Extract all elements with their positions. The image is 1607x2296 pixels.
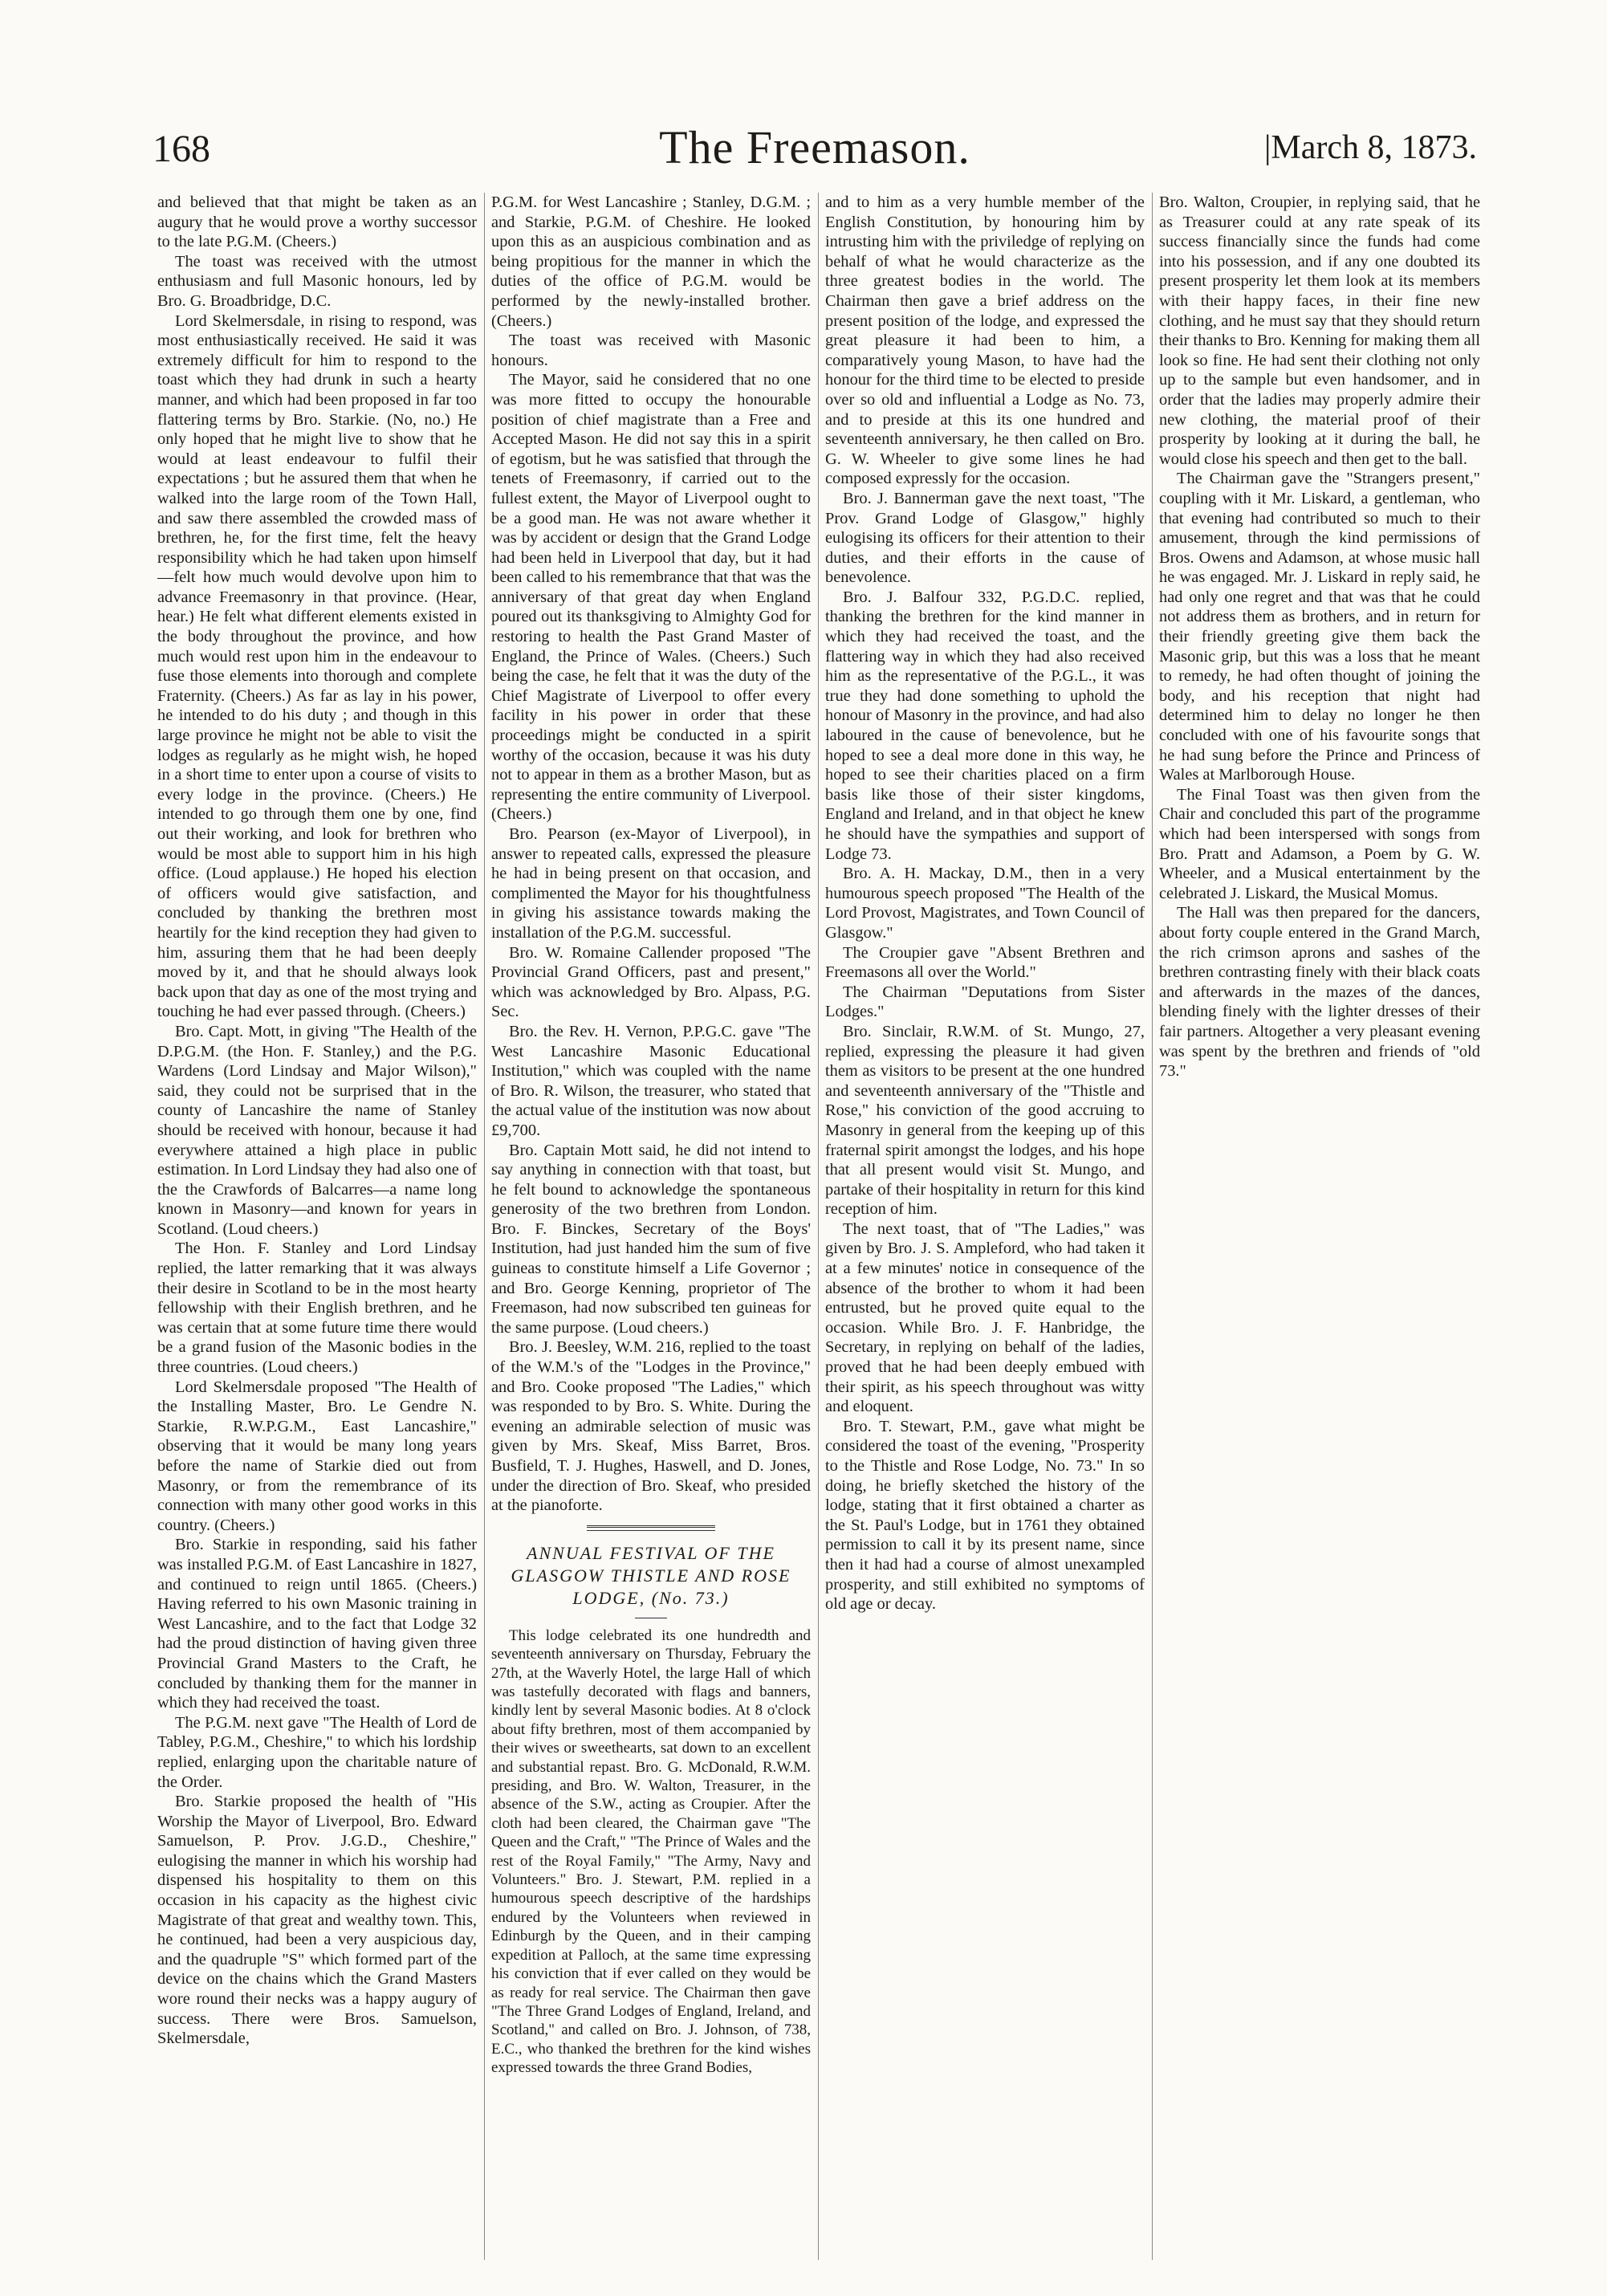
column-2-top (491, 193, 811, 1516)
paragraph: Bro. the Rev. H. Vernon, P.P.G.C. gave "The West Lancashire Masonic Educational Institution," which was coupled with the name of Bro. R. Wilson, the treasurer, who stated that the actual value of the institution was now about £9,700. (491, 1022, 811, 1139)
paragraph: Lord Skelmersdale, in rising to respond, was most enthusiastically received. He said it was extremely difficult for him to respond to the toast which they had drunk in such a hearty manner, and which had been proposed in far too flattering terms by Bro. Starkie. (No, no.) He only hoped that he might live to show that he would at least endeavour to fulfil their expectations ; but he assured them that when he walked into the large room of the Town Hall, and saw there assembled the crowded mass of brethren, he, for the first time, felt the heavy responsibility which he had taken upon himself—felt how much would devolve upon him to advance Freemasonry in that province. (Hear, hear.) He felt what different elements existed in the body throughout the province, and how much would rest upon him in the endeavour to fuse those elements into thorough and complete Fraternity. (Cheers.) As far as lay in his power, he intended to do his duty ; and though in this large province he might not be able to visit the lodges as regularly as he might wish, he hoped in a short time to enter upon a course of visits to every lodge in the province. (Cheers.) He intended to go through them one by one, find out their working, and look for brethren who would be most able to support him in his high office. (Loud applause.) He hoped his election of officers would give satisfaction, and concluded by thanking the brethren most heartily for the kind reception they had given to him, assuring them that he had been deeply moved by it, and that he should always look back upon that day as one of the most trying and touching he had ever passed through. (Cheers.) (157, 311, 477, 1021)
paragraph: Bro. A. H. Mackay, D.M., then in a very humourous speech proposed "The Health of the Lord Provost, Magistrates, and Town Council of Glasgow." (825, 865, 1145, 942)
paragraph: The Final Toast was then given from the Chair and concluded this part of the programme which had been interspersed with songs from Bro. Pratt and Adamson, a Poem by G. W. Wheeler, and a Musical entertainment by the celebrated J. Liskard, the Musical Momus. (1159, 785, 1480, 902)
paragraph: and to him as a very humble member of the English Constitution, by honouring him by intrusting him with the priviledge of replying on behalf of what he would characterize as the three greatest bodies in the world. The Chairman then gave a brief address on the present position of the lodge, and expressed the great pleasure it had been to him, a comparatively young Mason, to have had the honour for the third time to be elected to preside over so old and influential a Lodge as No. 73, and to preside at this its one hundred and seventeenth anniversary, he then called on Bro. G. W. Wheeler to give some lines he had composed expressly for the occasion. (825, 193, 1145, 488)
column-2-bottom (491, 1626, 811, 2078)
paragraph: The toast was received with Masonic honours. (491, 332, 811, 369)
section-divider (587, 1525, 715, 1531)
paragraph: Bro. J. Beesley, W.M. 216, replied to the toast of the W.M.'s of the "Lodges in the Province," and Bro. Cooke proposed "The Ladies," which was responded to by Bro. S. White. During the evening an admirable selection of music was given by Mrs. Skeaf, Miss Barret, Bros. Busfield, T. J. Hughes, Haswell, and D. Jones, under the direction of Bro. Skeaf, who presided at the pianoforte. (491, 1338, 811, 1515)
page-header (153, 120, 1477, 185)
paragraph: Bro. Capt. Mott, in giving "The Health of the D.P.G.M. (the Hon. F. Stanley,) and the P.G. Wardens (Lord Lindsay and Major Wilson)," said, they could not be surprised that in the county of Lancashire the name of Stanley should be received with honour, because it had everywhere attained a high place in public estimation. In Lord Lindsay they had also one of the the Crawfords of Balcarres—a name long known in Masonry—and known for years in Scotland. (Loud cheers.) (157, 1022, 477, 1238)
issue-date: |March 8, 1873. (1263, 129, 1477, 166)
paragraph: Lord Skelmersdale proposed "The Health of the Installing Master, Bro. Le Gendre N. Starkie, R.W.P.G.M., East Lancashire," observing that it would be many long years before the name of Starkie died out from Masonry, or from the remembrance of its connection with many other good works in this country. (Cheers.) (157, 1378, 477, 1534)
paragraph: Bro. Captain Mott said, he did not intend to say anything in connection with that toast, but he felt bound to acknowledge the spontaneous generosity of the two brethren from London. Bro. F. Binckes, Secretary of the Boys' Institution, had just handed him the sum of five guineas to constitute himself a Life Governor ; and Bro. George Kenning, proprietor of The Freemason, had now subscribed ten guineas for the same purpose. (Loud cheers.) (491, 1141, 811, 1337)
paragraph: Bro. W. Romaine Callender proposed "The Provincial Grand Officers, past and present," which was acknowledged by Bro. Alpass, P.G. Sec. (491, 943, 811, 1021)
paragraph: The Croupier gave "Absent Brethren and Freemasons all over the World." (825, 943, 1145, 982)
paragraph: The P.G.M. next gave "The Health of Lord de Tabley, P.G.M., Cheshire," to which his lordship replied, enlarging upon the charitable nature of the Order. (157, 1713, 477, 1791)
paragraph: Bro. Sinclair, R.W.M. of St. Mungo, 27, replied, expressing the pleasure it had given them as visitors to be present at the one hundred and seventeenth anniversary of the "Thistle and Rose," his conviction of the good accruing to Masonry in general from the keeping up of this fraternal spirit amongst the lodges, and his hope that all present would visit St. Mungo, and partake of their hospitality in return for this kind reception of him. (825, 1022, 1145, 1219)
paragraph: The Mayor, said he considered that no one was more fitted to occupy the honourable position of chief magistrate than a Free and Accepted Mason. He did not say this in a spirit of egotism, but he was satisfied that through the tenets of Freemasonry, if carried out to the fullest extent, the Mayor of Liverpool ought to be a good man. He was not aware whether it was by accident or design that the Grand Lodge had been held in Liverpool that day, but it had been called to his remembrance that that was the anniversary of that great day when England poured out its thanksgiving to Almighty God for restoring to health the Past Grand Master of England, the Prince of Wales. (Cheers.) Such being the case, he felt that it was the duty of the Chief Magistrate of Liverpool to offer every facility in his power in order that these proceedings might be conducted in a spirit worthy of the occasion, because it was his duty not to appear in them as a brother Mason, but as representing the entire community of Liverpool. (Cheers.) (491, 371, 811, 824)
column-rule (1152, 193, 1153, 2260)
paragraph: Bro. J. Bannerman gave the next toast, "The Prov. Grand Lodge of Glasgow," highly eulogising its officers for their attention to their duties, and their efforts in the cause of benevolence. (825, 489, 1145, 587)
page-number: 168 (153, 128, 210, 170)
paragraph: The Chairman gave the "Strangers present," coupling with it Mr. Liskard, a gentleman, who that evening had contributed so much to their amusement, through the kind permissions of Bros. Owens and Adamson, at whose music hall he was engaged. Mr. J. Liskard in reply said, he had only one regret and that was that he could not address them as brothers, and in return for their friendly greeting give them back the Masonic grip, but this was a loss that he meant to remedy, he had often thought of joining the body, and his reception that night had determined him to delay no longer he then concluded with one of his favourite songs that he had sung before the Prince and Princess of Wales at Marlborough House. (1159, 470, 1480, 784)
newspaper-title: The Freemason. (659, 121, 970, 173)
paragraph: This lodge celebrated its one hundredth and seventeenth anniversary on Thursday, February the 27th, at the Waverly Hotel, the large Hall of which was tastefully decorated with flags and banners, kindly lent by several Masonic bodies. At 8 o'clock about fifty brethren, most of them accompanied by their wives or sweethearts, sat down to an excellent and substantial repast. Bro. G. McDonald, R.W.M. presiding, and Bro. W. Walton, Treasurer, in the absence of the S.W., acting as Croupier. After the cloth had been cleared, the Chairman gave "The Queen and the Craft," "The Prince of Wales and the rest of the Royal Family," "The Army, Navy and Volunteers." Bro. J. Stewart, P.M. replied in a humourous speech descriptive of the hardships endured by the Volunteers when reviewed in Edinburgh by the Queen, and in their camping expedition at Palloch, at the same time expressing his conviction that if ever called on they would be as ready for real service. The Chairman then gave "The Three Grand Lodges of England, Ireland, and Scotland," and called on Bro. J. Johnson, of 738, E.C., who thanked the brethren for the kind wishes expressed towards the three Grand Bodies, (491, 1626, 811, 2077)
paragraph: Bro. Walton, Croupier, in replying said, that he as Treasurer could at any rate speak of its success financially since the funds had come into his possession, and if any one doubted its present prosperity let them look at its members with their happy faces, in their fine new clothing, and he must say that they should return their thanks to Bro. Kenning for making them all look so fine. He had sent their clothing not only up to the sample but even handsomer, and in order that the ladies may properly admire their new clothing, the material proof of their prosperity by looking at it during the ball, he would close his speech and then get to the ball. (1159, 193, 1480, 468)
paragraph: P.G.M. for West Lancashire ; Stanley, D.G.M. ; and Starkie, P.G.M. of Cheshire. He looked upon this as an auspicious combination and as being propitious for the manner in which the duties of the office of P.G.M. would be performed by the newly-installed brother. (Cheers.) (491, 193, 811, 330)
column-4 (1159, 193, 1480, 2260)
column-1 (157, 193, 477, 2260)
paragraph: The toast was received with the utmost enthusiasm and full Masonic honours, led by Bro. G. Broadbridge, D.C. (157, 252, 477, 310)
paragraph: The Hall was then prepared for the dancers, about forty couple entered in the Grand March, the rich crimson aprons and sashes of the brethren contrasting finely with their black coats and afterwards in the mazes of the dances, blending finely with the lighter dresses of their fair partners. Altogether a very pleasant evening was spent by the brethren and friends of "old 73." (1159, 904, 1480, 1081)
paragraph: and believed that that might be taken as an augury that he would prove a worthy successor to the late P.G.M. (Cheers.) (157, 193, 477, 251)
column-2 (491, 193, 811, 2260)
paragraph: Bro. Pearson (ex-Mayor of Liverpool), in answer to repeated calls, expressed the pleasure he had in being present on that occasion, and complimented the Mayor for his thoughtfulness in giving his assistance towards making the installation of the P.G.M. successful. (491, 825, 811, 942)
column-rule (818, 193, 819, 2260)
paragraph: Bro. J. Balfour 332, P.G.D.C. replied, thanking the brethren for the kind manner in which they had received the toast, and the flattering way in which they had also received him as the representative of the P.G.L., it was true they had done something to uphold the honour of Masonry in the province, and had also laboured in the cause of benevolence, but he hoped to see a deal more done in this way, he hoped to see their charities placed on a firm basis like those of their sister kingdoms, England and Ireland, and in that object he knew he should have the sympathies and support of Lodge 73. (825, 588, 1145, 863)
paragraph: The next toast, that of "The Ladies," was given by Bro. J. S. Ampleford, who had taken it at a few minutes' notice in consequence of the absence of the brother to whom it had been entrusted, but he proved quite equal to the occasion. While Bro. J. F. Hanbridge, the Secretary, in replying on behalf of the ladies, proved that he had been deeply embued with their spirit, as his speech throughout was witty and eloquent. (825, 1219, 1145, 1416)
paragraph: The Chairman "Deputations from Sister Lodges." (825, 983, 1145, 1021)
paragraph: Bro. T. Stewart, P.M., gave what might be considered the toast of the evening, "Prosperity to the Thistle and Rose Lodge, No. 73." In so doing, he briefly sketched the history of the lodge, stating that it first obtained a charter as the St. Paul's Lodge, but in 1761 they obtained permission to call it by its present name, since then it had had a course of almost unexampled prosperity, and still exhibited no symptoms of old age or decay. (825, 1417, 1145, 1614)
paragraph: Bro. Starkie in responding, said his father was installed P.G.M. of East Lancashire in 1827, and continued to reign until 1865. (Cheers.) Having referred to his own Masonic training in West Lancashire, and to the fact that Lodge 32 had the proud distinction of having given three Provincial Grand Masters to the Craft, he concluded by thanking them for the manner in which they had received the toast. (157, 1536, 477, 1712)
section-heading: ANNUAL FESTIVAL OF THE GLASGOW THISTLE AND ROSE LODGE, (No. 73.) (511, 1542, 791, 1608)
paragraph: Bro. Starkie proposed the health of "His Worship the Mayor of Liverpool, Bro. Edward Samuelson, P. Prov. J.G.D., Cheshire," eulogising the manner in which his worship had dispensed his hospitality to them on this occasion in his capacity as the highest civic Magistrate of that great and wealthy town. This, he continued, had been a very auspicious day, and the quadruple "S" which formed part of the device on the chains which the Grand Masters wore round their necks was a happy augury of success. There were Bros. Samuelson, Skelmersdale, (157, 1793, 477, 2048)
column-rule (484, 193, 485, 2260)
column-3 (825, 193, 1145, 2260)
article-columns (157, 193, 1480, 2260)
paragraph: The Hon. F. Stanley and Lord Lindsay replied, the latter remarking that it was always their desire in Scotland to be in the most hearty fellowship with their English brethren, and he was certain that at some future time there would be a grand fusion of the Masonic bodies in the three countries. (Loud cheers.) (157, 1240, 477, 1377)
